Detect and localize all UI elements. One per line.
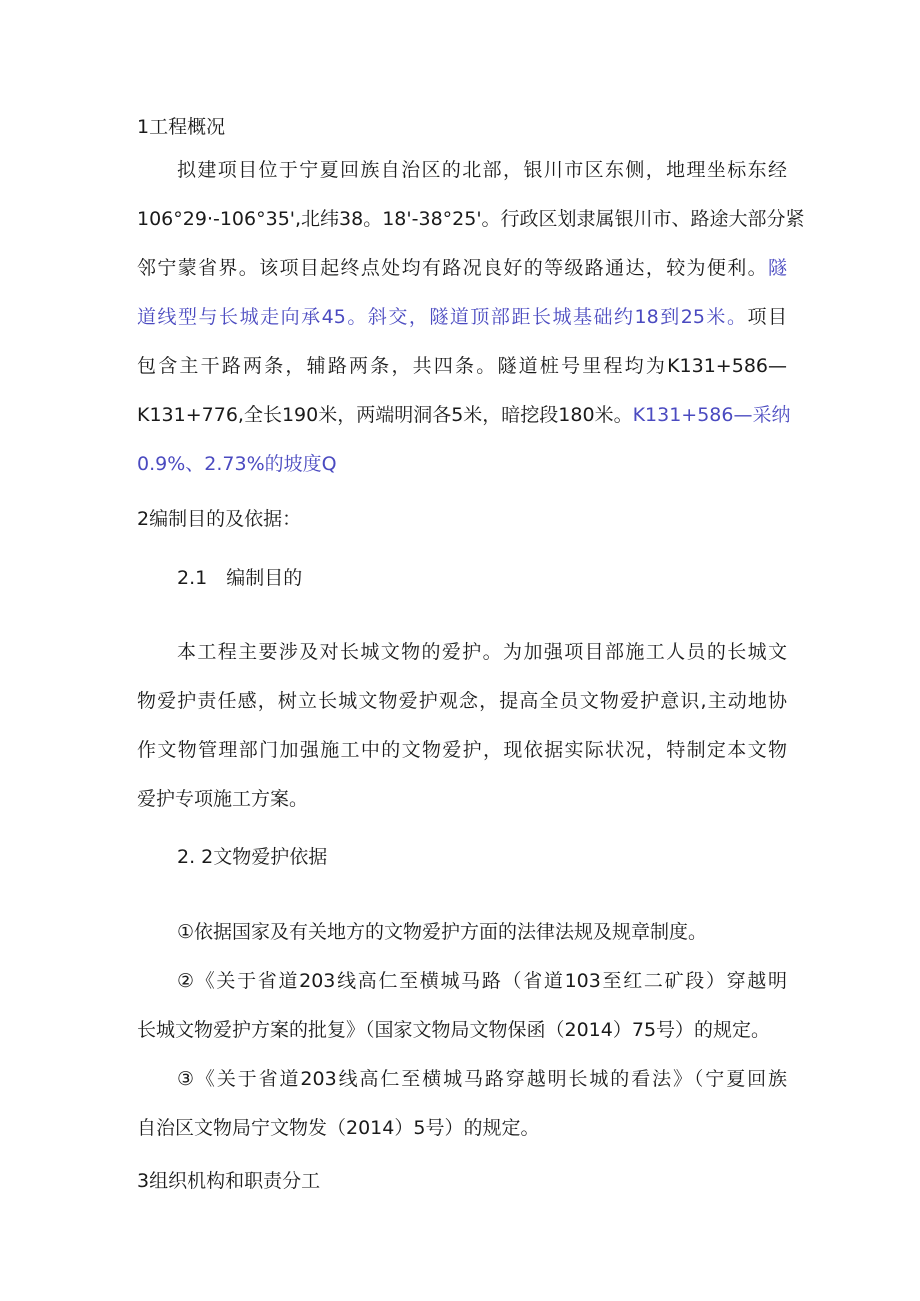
paragraph-line: 本工程主要涉及对长城文物的爱护。为加强项目部施工人员的长城文 bbox=[177, 641, 787, 663]
paragraph-text: 项目 bbox=[747, 306, 787, 328]
paragraph-line: 包含主干路两条，辅路两条，共四条。隧道桩号里程均为K131+586— bbox=[137, 355, 787, 377]
paragraph-line: 爱护专项施工方案。 bbox=[137, 788, 309, 810]
paragraph-line: 拟建项目位于宁夏回族自治区的北部，银川市区东侧，地理坐标东经 bbox=[177, 159, 787, 181]
paragraph-line: 106°29·-106°35',北纬38。18'-38°25'。行政区划隶属银川市、路途大部分紧 bbox=[137, 208, 805, 230]
section-3-heading: 3组织机构和职责分工 bbox=[137, 1170, 321, 1192]
paragraph-line: 物爱护责任感，树立长城文物爱护观念，提高全员文物爱护意识,主动地协 bbox=[137, 690, 787, 712]
section-1-heading: 1工程概况 bbox=[137, 116, 226, 138]
subsection-2-2-heading: 2. 2文物爱护依据 bbox=[177, 846, 328, 868]
highlighted-text: 隧 bbox=[767, 257, 787, 279]
paragraph-text: 邻宁蒙省界。该项目起终点处均有路况良好的等级路通达，较为便利。 bbox=[137, 257, 768, 279]
list-item: ③《关于省道203线高仁至横城马路穿越明长城的看法》（宁夏回族 bbox=[177, 1068, 787, 1090]
list-item: ①依据国家及有关地方的文物爱护方面的法律法规及规章制度。 bbox=[177, 921, 708, 943]
highlighted-text: 道线型与长城走向承45。斜交，隧道顶部距长城基础约18到25米。 bbox=[137, 306, 748, 328]
paragraph-line bbox=[137, 256, 787, 280]
highlighted-text: K131+586—采纳 bbox=[632, 404, 791, 426]
paragraph-line: 0.9%、2.73%的坡度Q bbox=[137, 453, 337, 475]
list-item-continuation: 长城文物爱护方案的批复》（国家文物局文物保函（2014）75号）的规定。 bbox=[137, 1019, 771, 1041]
list-item-continuation: 自治区文物局宁文物发（2014）5号）的规定。 bbox=[137, 1117, 540, 1139]
subsection-2-1-heading: 2.1 编制目的 bbox=[177, 567, 303, 589]
paragraph-line: 作文物管理部门加强施工中的文物爱护，现依据实际状况，特制定本文物 bbox=[137, 739, 787, 761]
list-item: ②《关于省道203线高仁至横城马路（省道103至红二矿段）穿越明 bbox=[177, 970, 787, 992]
paragraph-text: K131+776,全长190米，两端明洞各5米，暗挖段180米。 bbox=[137, 404, 633, 426]
paragraph-line bbox=[137, 305, 787, 329]
paragraph-line bbox=[137, 403, 791, 427]
section-2-heading: 2编制目的及依据： bbox=[137, 508, 302, 530]
